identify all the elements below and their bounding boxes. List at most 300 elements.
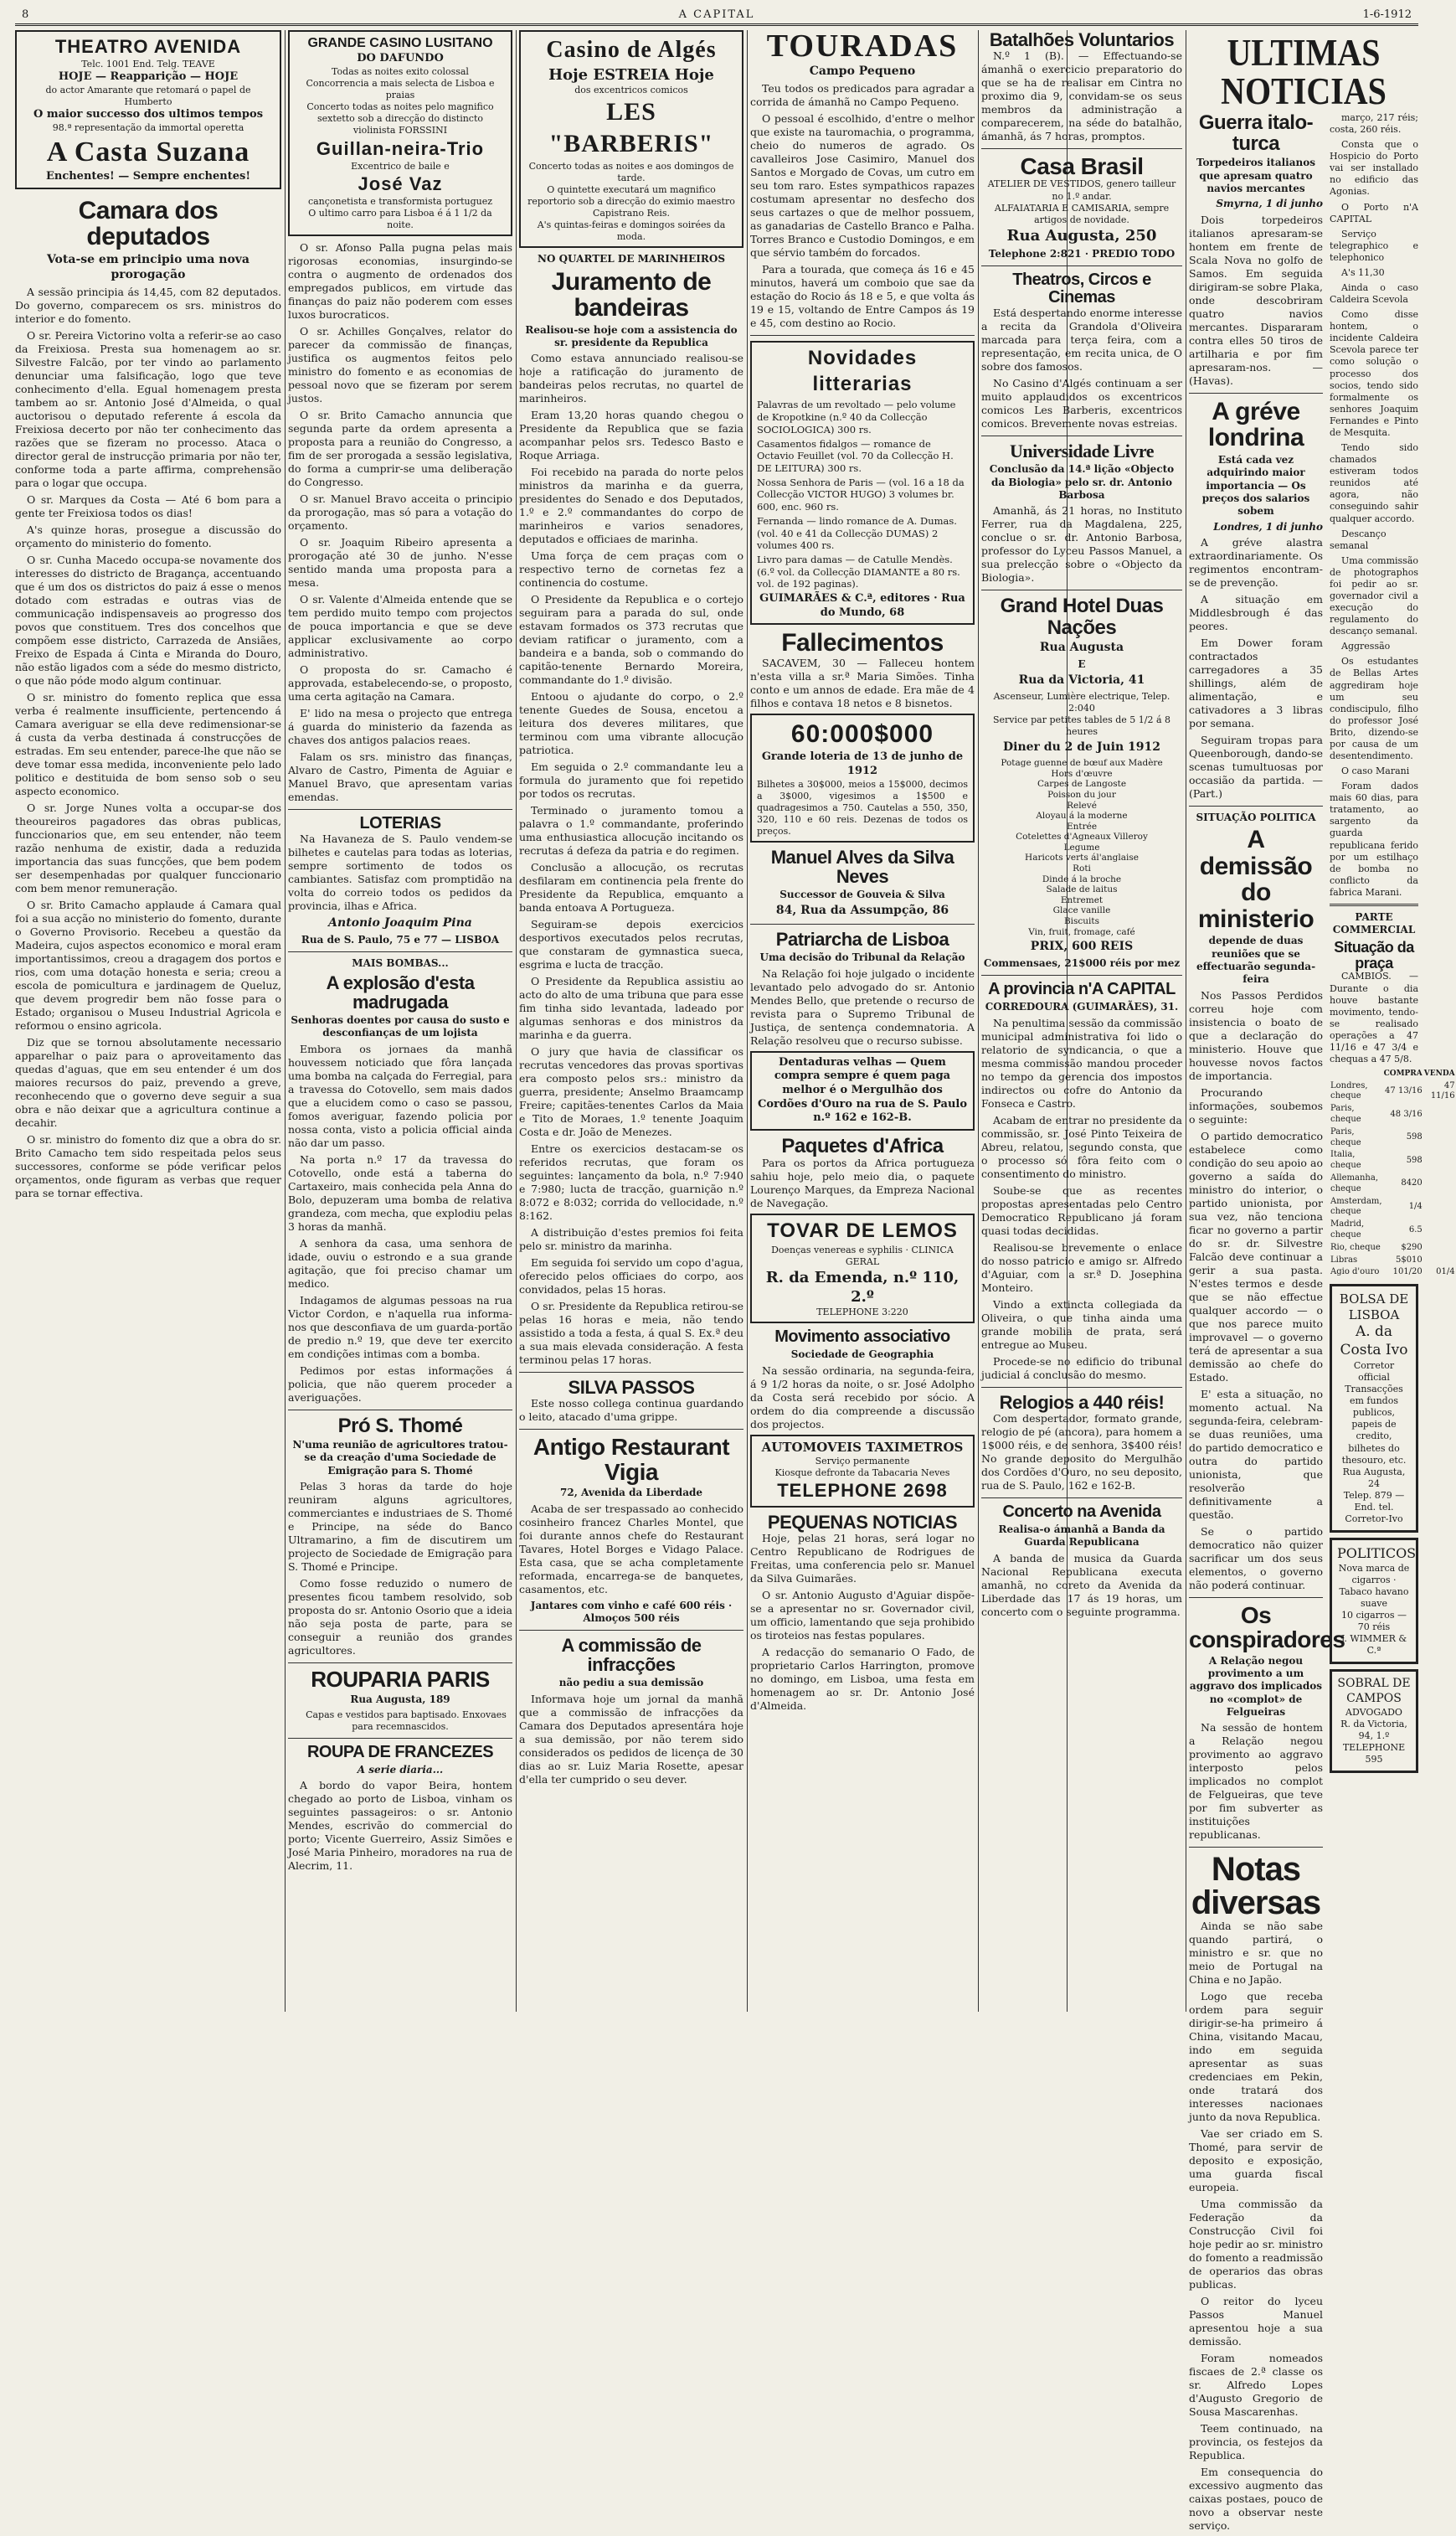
menu-item: Aloyau á la moderne: [1036, 811, 1128, 822]
demissao-paragraph: Procurando informações, soubemos o seguinte:: [1189, 1085, 1323, 1126]
table-cell: 48 3/16: [1390, 1109, 1423, 1119]
table-row: [1330, 1196, 1456, 1219]
table-cell: 1/4: [1408, 1201, 1423, 1211]
sidecol-paragraph: Ainda o caso Caldeira Scevola: [1330, 282, 1418, 306]
touradas-paragraph: O pessoal é escolhido, d'entre o melhor que existe na tauromachia, o programma, cheio do numeros de agrado. Os cavalleiros Jose Casimiro, Manuel dos Santos e Morgado de Covas, um cutro em seu tom raro. Estes sympathicos rapazes costumam apresentar no desfecho dos seus cartazes o que de melhor possuem, as ganadarias de Castello Branco e Palha. Torres Branco e Custodio Domingos, e em que sérvio também do forcados.: [750, 111, 975, 259]
juramento-paragraph: Entoou o ajudante do corpo, o 2.º tenente Guedes de Sousa, encetou a leitura dos deveres militares, que terminou com uma vibrante allocução patriotica.: [519, 690, 743, 757]
neves-address: 84, Rua da Assumpção, 86: [775, 904, 949, 918]
column-6: [1189, 30, 1455, 2533]
touradas-subtitle: Campo Pequeno: [809, 64, 916, 78]
premios-paragraph: A distribuição d'estes premios foi feita pelo sr. ministro da marinha.: [519, 1226, 743, 1253]
ad-line: A's quintas-feiras e domingos soirées da moda.: [537, 219, 726, 243]
vigia-text: Acaba de ser trespassado ao conhecido cosinheiro francez Charles Montel, que foi durante annos chefe do Restaurant Tavares, Hotel Borges e Vidago Palace. Esta casa, que se acha completamente reformada, encarrega-se de banquetes, casamentos, etc.: [519, 1502, 743, 1595]
praca-title: Situação da praça: [1334, 938, 1414, 972]
demissao-text: [1189, 989, 1323, 1592]
francezes-subtitle: A serie diaria...: [357, 1763, 444, 1776]
sidecol-text: [1330, 112, 1418, 899]
livro-item: Livro para damas — de Catulle Mendès. (6.º vol. da Collecção DIAMANTE a 80 rs. vol. de 192 paginas).: [757, 553, 960, 590]
camara-paragraph: O sr. Achilles Gonçalves, relator do parecer da commissão de finanças, justifica os augmentos feitos pelo ministro do fomento e as economias de pessoal novo que se fizeram por serem justos.: [288, 325, 512, 405]
ad-line: do actor Amarante que retomará o papel de Humberto: [45, 84, 251, 107]
premios-paragraph: O sr. Presidente da Republica retirou-se pelas 16 horas e meia, não tendo assistido a toda a festa, á qual S. Ex.ª deu a sua mais elevada consideração. A festa terminou pelas 17 horas.: [519, 1300, 743, 1367]
menu-item: Entrée: [1066, 821, 1098, 832]
praca-label: PARTE COMMERCIAL: [1332, 910, 1416, 936]
cambios-table: [1330, 1069, 1456, 1279]
lemos-title: TOVAR DE LEMOS: [767, 1219, 958, 1243]
ad-tel: Telc. 1001 End. Telg. TEAVE: [81, 59, 215, 70]
sidecol-paragraph: Uma commissão de photographos foi pedir ao sr. governador civil a execução do regulamento do descanço semanal.: [1330, 554, 1418, 637]
column-4: [750, 30, 975, 2012]
falecimentos-title: Fallecimentos: [781, 629, 944, 657]
concerto-subtitle: Realisa-o ámanhã a Banda da Guarda Republicana: [998, 1523, 1165, 1549]
table-cell: Agio d'ouro: [1330, 1267, 1380, 1277]
livros-box: [750, 341, 975, 625]
ad-line: Concerto todas as noites e aos domingos de tarde.: [528, 160, 734, 183]
sidecol-paragraph: Os estudantes de Bellas Artes aggrediram hoje um seu condiscipulo, filho do professor José Brito, dizendo-se por causa de um desentendimento.: [1330, 656, 1418, 761]
provincia-paragraph: Vindo a extincta collegiada da Oliveira, o que tinha ainda uma grande mobilia de prata, será entregue ao Museu.: [981, 1297, 1182, 1351]
ad-line: cançonetista e transformista portuguez: [307, 195, 493, 207]
touradas-text: [750, 82, 975, 330]
touradas-paragraph: Para a tourada, que começa ás 16 e 45 minutos, haverá um comboio que sae da estação do Rocio ás 18 e 5, e que volta ás 19 e 15, voltando de Entre Campos ás 19 e 45, com destino ao Rocio.: [750, 262, 975, 329]
hotel-line: Ascenseur, Lumière electrique, Telep. 2:040: [993, 690, 1170, 714]
livros-title: Novidades litterarias: [807, 346, 918, 395]
camara-paragraph: A's quinze horas, prosegue a discussão do orçamento do ministerio do fomento.: [15, 523, 281, 549]
notas-paragraph: Foram nomeados fiscaes de 2.ª classe os sr. Alfredo Lopes d'Augusto Gregorio de Sousa Mascarenhas.: [1189, 2352, 1323, 2419]
greve-text: [1189, 536, 1323, 801]
table-cell: Allemanha, cheque: [1330, 1173, 1379, 1193]
newspaper-name: A CAPITAL: [678, 8, 755, 21]
notas-paragraph: Teem continuado, na provincia, os festejos da Republica.: [1189, 2422, 1323, 2462]
table-cell: 598: [1406, 1132, 1423, 1142]
brasil-line: ALFAIATARIA E CAMISARIA, sempre artigos de novidade.: [994, 202, 1170, 225]
table-cell: Paris, cheque: [1330, 1126, 1361, 1147]
loterias-title: LOTERIAS: [359, 814, 441, 833]
ad-line: Concorrencia a mais selecta de Lisboa e praias: [306, 78, 495, 101]
juramento-paragraph: Foi recebido na parada do norte pelos ministros da marinha e da guerra, presidentes do Senado e dos Deputados, 1.º e 2.º commandantes do corpo de marinheiros e varios senadores, deputados e officiaes de marinha.: [519, 466, 743, 546]
conspiradores-subtitle: A Relação negou provimento a um aggravo dos implicados no «complot» de Felgueiras: [1189, 1654, 1323, 1718]
livros-editor: GUIMARÃES & C.ª, editores · Rua do Mundo, 68: [759, 592, 965, 619]
ad-star: José Vaz: [358, 173, 443, 194]
hotel-street: Rua Augusta: [1039, 640, 1124, 654]
camara-paragraph: O sr. Marques da Costa — Até 6 bom para a gente ter Freixiosa todos os dias!: [15, 492, 281, 519]
livro-item: Casamentos fidalgos — romance de Octavio Feuillet (vol. 70 da Collecção H. DE LEITURA) 300 rs.: [757, 437, 954, 474]
table-cell: [1423, 1255, 1456, 1267]
table-cell: Londres, cheque: [1330, 1080, 1368, 1101]
quartel-label: NO QUARTEL DE MARINHEIROS: [538, 253, 725, 265]
menu-item: Relevé: [1067, 800, 1097, 811]
ad-title: Casino de Algés: [546, 37, 717, 63]
table-row: [1330, 1126, 1456, 1150]
diner-title: Diner du 2 de Juin 1912: [1003, 740, 1160, 755]
politicos-price: 10 cigarros — 70 réis: [1340, 1609, 1407, 1632]
table-row: [1330, 1080, 1456, 1104]
guerra-text: Dois torpedeiros italianos apresaram-se hontem em frente de Scala Nova no golfo de Samos. Em seguida dirigiram-se sobre Plaka, onde descobriram quatro navios mercantes. Dispararam contra elles 50 tiros de artilharia e por fim apresaram-nos. — (Havas).: [1189, 213, 1323, 387]
page-number: 8: [22, 8, 29, 21]
table-row: [1330, 1255, 1456, 1267]
livro-item: Nossa Senhora de Paris — (vol. 16 a 18 da Collecção VICTOR HUGO) 3 volumes br. 600, enc. 960 rs.: [757, 476, 965, 513]
greve-subtitle: Está cada vez adquirindo maior importancia — Os preços dos salarios sobem: [1201, 453, 1310, 518]
table-cell: [1423, 1196, 1456, 1219]
camara-subtitle: Vota-se em principio uma nova prorogação: [46, 252, 250, 281]
table-cell: Italia, cheque: [1330, 1150, 1361, 1171]
commissao-title: A commissão de infracções: [561, 1635, 702, 1676]
masthead: [15, 7, 1418, 25]
menu-item: Glace vanille: [1052, 905, 1111, 916]
provincia-title: A provincia n'A CAPITAL: [988, 980, 1176, 999]
camara-paragraph: O sr. Joaquim Ribeiro apresenta a prorogação até 30 de junho. N'esse sentido manda uma proposta para a mesa.: [288, 536, 512, 590]
pequenas-paragraph: Hoje, pelas 21 horas, será logar no Centro Republicano de Rodrigues de Freitas, uma conferencia pelo sr. Manuel da Silva Guimarães.: [750, 1532, 975, 1585]
explosao-paragraph: A senhora da casa, uma senhora de idade, ouviu o estrondo e a sua grande agitação, que foi preciso chamar um medico.: [288, 1236, 512, 1290]
greve-paragraph: A gréve alastra extraordinariamente. Os regimentos encontram-se de prevenção.: [1189, 535, 1323, 589]
juramento-text: [519, 352, 743, 1042]
brasil-tel: Telephone 2:821 · PREDIO TODO: [988, 247, 1176, 260]
ad-line: O ultimo carro para Lisboa é á 1 1/2 da noite.: [308, 208, 492, 231]
taxi-text: Kiosque defronte da Tabacaria Neves: [774, 1466, 950, 1478]
rouparia-title: ROUPARIA PARIS: [311, 1666, 490, 1692]
camara-paragraph: O sr. Afonso Palla pugna pelas mais rigorosas economias, insurgindo-se contra o augmento de ordenados dos empregados publicos, em virtude das finanças do paiz não poderem com esses luxos burocraticos.: [288, 241, 512, 322]
passos-text: Este nosso collega continua guardando o leito, atacado d'uma grippe.: [519, 1397, 743, 1424]
explosao-title: A explosão d'esta madrugada: [326, 972, 475, 1013]
table-cell: $290: [1401, 1242, 1423, 1252]
commissao-subtitle: não pediu a sua demissão: [558, 1677, 704, 1689]
juramento-paragraph: Uma força de cem praças com o respectivo terno de cornetas fez a continencia do costume.: [519, 549, 743, 590]
ad-show-title: A Casta Suzana: [46, 136, 250, 168]
table-cell: [1423, 1219, 1456, 1242]
conspiradores-title: Os conspiradores: [1189, 1601, 1345, 1653]
table-cell: [1423, 1126, 1456, 1150]
menu-item: Vin, fruit, fromage, café: [1028, 926, 1135, 937]
politicos-box: [1330, 1538, 1418, 1664]
pequenas-paragraph: O sr. Antonio Augusto d'Aguiar dispõe-se a apresentar no sr. Governador civil, um officio, lamentando que seja prohibido os tiroteios nas festas populares.: [750, 1589, 975, 1642]
provincia-subtitle: CORREDOURA (GUIMARÃES), 31.: [985, 1001, 1179, 1013]
camara-paragraph: O sr. Manuel Bravo acceita o principio da prorogação, mas só para a votação do orçamento.: [288, 492, 512, 533]
demissao-subtitle: depende de duas reuniões que se effectuarão segunda-feira: [1196, 935, 1316, 986]
explosao-paragraph: Na porta n.º 17 da travessa do Cotovello, onde está a taberna do Cartaxeiro, mais conhecida pela Anna do Bolo, depuzeram uma bomba de relativa grandeza, com mecha, que explodiu pelas 3 horas da manhã.: [288, 1152, 512, 1233]
menu-item: Potage guenne de bœuf aux Madère: [1001, 758, 1163, 769]
loteria-text: Bilhetes a 30$000, meios a 15$000, decimos a 3$000, vigesimos a 1$500 e quadragesimos a 750. Cautelas a 550, 350, 320, 110 e 60 reis. Dezenas de todos os preços.: [757, 778, 968, 837]
provincia-paragraph: Acabam de entrar no presidente da commissão, sr. José Pinto Teixeira de Abreu, relatou, segundo consta, que o processo só fôra feito com o consentimento do ministro.: [981, 1113, 1182, 1180]
concerto-title: Concerto na Avenida: [1002, 1502, 1161, 1521]
bolsa-title: BOLSA DE LISBOA: [1339, 1291, 1409, 1323]
ultimas-left: [1189, 111, 1345, 2536]
provincia-paragraph: Soube-se que as recentes propostas apresentadas pelo Centro Democratico Republicano já foram quasi todas decididas.: [981, 1183, 1182, 1237]
thome-paragraph: Como fosse reduzido o numero de presentes ficou tambem resolvido, sob proposta do sr. Antonio Osorio que a ideia não seja posta de parte, para se conseguir a reunião dos grandes agricultores.: [288, 1576, 512, 1657]
camara-continued: [288, 241, 512, 804]
bolsa-line: Transacções em fundos publicos, papeis de credito, bilhetes do thesouro, etc.: [1341, 1384, 1407, 1466]
notas-text: [1189, 1920, 1323, 2533]
patriarcha-text: Na Relação foi hoje julgado o incidente levantado pelo advogado do sr. Antonio Mendes Bello, que pretende o recurso de revista para o Supremo Tribunal de Justiça, de sentença condemnatoria. A Relação resolveu que o recurso subisse.: [750, 966, 975, 1047]
livros-list: [757, 399, 968, 590]
menu-item: Legume: [1063, 842, 1100, 853]
ad-act: Guillan-neira-Trio: [316, 137, 485, 159]
bolsa-subtitle: Corretor official: [1353, 1359, 1395, 1384]
table-row: [1330, 1242, 1456, 1255]
theatros-paragraph: No Casino d'Algés continuam a ser muito applaudidos os excentricos comicos Les Barberis, excentricos comicos. Brevemente novas estreias.: [981, 377, 1182, 430]
loterias-address: Rua de S. Paulo, 75 e 77 — LISBOA: [301, 934, 500, 946]
politica-label: SITUAÇÃO POLITICA: [1196, 811, 1316, 823]
table-cell: Amsterdam, cheque: [1330, 1196, 1382, 1217]
ad-casino-lusitano: [288, 30, 512, 236]
ad-line: Todas as noites exito colossal: [332, 66, 469, 78]
demissao-title: A demissão do ministerio: [1197, 826, 1315, 933]
menu-item: Entremet: [1060, 894, 1104, 905]
livro-item: Fernanda — lindo romance de A. Dumas. (vol. 40 e 41 da Collecção DUMAS) 2 volumes 400 rs.: [757, 514, 957, 552]
sidecol-paragraph: O caso Marani: [1341, 765, 1410, 777]
brasil-subtitle: ATELIER DE VESTIDOS, genero tailleur no 1.º andar.: [987, 178, 1176, 202]
loteria-title: 60:000$000: [790, 719, 934, 748]
vigia-title: Antigo Restaurant Vigia: [532, 1434, 730, 1485]
table-cell: 47 13/16: [1385, 1085, 1423, 1095]
demissao-paragraph: Se o partido democratico não quizer sacrificar um dos seus elementos, o governo não poderá continuar.: [1189, 1524, 1323, 1591]
premios-paragraph: Em seguida foi servido um copo d'agua, oferecido pelos officiaes do corpo, aos convidados, pelas 15 horas.: [519, 1256, 743, 1296]
hotel-title: Grand Hotel Duas Nações: [1000, 595, 1164, 639]
guerra-subtitle: Torpedeiros italianos que apresam quatro navios mercantes: [1196, 157, 1315, 195]
ad-line: 98.ª representação da immortal operetta: [52, 121, 244, 133]
commissao-text: Informava hoje um jornal da manhã que a commissão de infracções da Camara dos Deputados apresentára hoje a sua demissão, por não terem sido considerados os pedidos de licença de 30 dias ao sr. Luiz Maria Rosette, apesar d'ella ter cumprido o seu dever.: [519, 1692, 743, 1786]
taxi-title: AUTOMOVEIS TAXIMETROS: [761, 1439, 964, 1455]
table-cell: [1423, 1103, 1456, 1126]
table-row: [1330, 1103, 1456, 1126]
juramento-paragraph: O Presidente da Republica e o cortejo seguiram para a parada do sul, onde estavam formados os 373 recrutas que deviam ratificar o juramento, com a bandeira e a banda, sob o commando do capitão-tenente Bernardo Moreira, commandante do 1.º divisão.: [519, 593, 743, 687]
menu-item: Dinde á la broche: [1042, 874, 1122, 884]
table-cell: Paris, cheque: [1330, 1104, 1361, 1124]
pequenas-paragraph: A redacção do semanario O Fado, de proprietario Carlos Harrington, promove no domingo, em Lisboa, uma festa em homenagem ao sr. Dr. Antonio José d'Almeida.: [750, 1646, 975, 1713]
table-cell: Rio, cheque: [1330, 1242, 1381, 1252]
table-row: [1330, 1173, 1456, 1196]
provincia-paragraph: Realisou-se brevemente o enlace do nosso patricio e amigo sr. Alfredo d'Aguiar, com a sr.ª D. Josephina Monteiro.: [981, 1240, 1182, 1294]
menu-item: Salade de laitus: [1046, 884, 1118, 895]
sidecol-paragraph: março, 217 réis; costa, 260 réis.: [1330, 112, 1418, 136]
notas-paragraph: Logo que receba ordem para seguir dirigir-se-ha primeiro á China, visitando Macau, indo em seguida apresentar as suas credenciaes em Pekin, onde tratará dos interesses nacionaes junto da nova Republica.: [1189, 1990, 1323, 2124]
assoc-text: Na sessão ordinaria, na segunda-feira, á 9 1/2 horas da noite, o sr. José Adolpho da Costa será recebido por sócio. A ordem do dia compreende a discussão dos projectos.: [750, 1363, 975, 1430]
juramento-title: Juramento de bandeiras: [551, 267, 712, 322]
batalhoes-text: N.º 1 (B). — Effectuando-se ámanhã o exercicio preparatorio do que se ha de realisar em Cintra no proximo dia 9, convidam-se os seus membros da administração a comparecerem, na séde do batalhão, ámanhã, ás 7 horas, promptos.: [981, 49, 1182, 143]
ad-theatro-avenida: [15, 30, 281, 189]
menu-item: Biscuits: [1063, 916, 1100, 927]
camara-text: [15, 286, 281, 1200]
loterias-text: Na Havaneza de S. Paulo vendem-se bilhetes e cautelas para todas as loterias, sempre sortimento de todos os cambiantes. Satisfaz com promptidão na volta do correio todos os pedidos da provincia, ilhas e Africa.: [288, 832, 512, 913]
ad-line: Concerto todas as noites pelo magnifico sextetto sob a direcção do distincto violinista FORSSINI: [306, 101, 494, 137]
provincia-paragraph: Na penultima sessão da commissão municipal administrativa foi lido o relatorio de syndicancia, o que a mesma commissão mandou proceder no tempo da gerencia dos impostos indirectos ou cofre do Antonio da Fonseca e Castro.: [981, 1016, 1182, 1110]
patriarcha-title: Patriarcha de Lisboa: [775, 929, 949, 951]
taxi-box: [750, 1435, 975, 1508]
thome-title: Pró S. Thomé: [337, 1414, 463, 1437]
camara-paragraph: Diz que se tornou absolutamente necessario apparelhar o paiz para o aproveitamento das quedas d'aguas, que em seu entender é um dos maiores recursos do paiz, prevendo a greve, reconhecendo que o governo deve seguir a sua obra e não deixar que a agricultura continue a decahir.: [15, 1035, 281, 1129]
table-cell: 5$010: [1395, 1255, 1423, 1265]
ad-line: O maior successo dos ultimos tempos: [33, 108, 264, 121]
table-cell: 01/4: [1436, 1267, 1455, 1277]
ad-casino-alges: [519, 30, 743, 248]
ultimas-title: ULTIMAS NOTICIAS: [1221, 30, 1387, 113]
praca-text: CAMBIOS. — Durante o dia houve bastante movimento, tendo-se realisado operações a 47 11/16 e 47 3/4 e chequas a 47 5/8.: [1330, 971, 1418, 1064]
hotel-and: E: [1078, 657, 1086, 670]
sidecol-paragraph: Aggressão: [1341, 641, 1391, 652]
greve-paragraph: Em Dower foram contractados carregadores a 35 shillings, além de alimentação, e cativadores a 3 libras por semana.: [1189, 636, 1323, 729]
demissao-paragraph: Nos Passos Perdidos correu hoje com insistencia o boato de que a declaração do ministerio. Houve que houvesse novos factos de importancia.: [1189, 988, 1323, 1082]
bolsa-address: Rua Augusta, 24: [1342, 1466, 1406, 1489]
bolsa-tel: Telep. 879 — End. tel. Corretor-Ivo: [1343, 1489, 1405, 1524]
table-row: [1330, 1266, 1456, 1279]
relogios-text: Com despertador, formato grande, relogio de pé (ancora), para homem a 1$000 réis, e de senhora, 3$400 réis! No grande deposito do Mergulhão dos Cordões d'Ouro, no seu deposito, rua de S. Paulo, 162 e 162-B.: [981, 1411, 1182, 1492]
ad-line: HOJE — Reapparição — HOJE: [58, 70, 239, 84]
explosao-paragraph: Indagamos de algumas pessoas na rua Victor Cordon, e n'aquella rua informa-nos que desconfiava de um guarda-portão de predio n.º 19, que deve ter exercito em condições intimas com a bomba.: [288, 1293, 512, 1360]
taxi-subtitle: Serviço permanente: [815, 1455, 910, 1466]
sobral-title: SOBRAL DE CAMPOS: [1337, 1677, 1411, 1706]
sidecol-paragraph: A's 11,30: [1341, 266, 1385, 278]
ad-line: O quintette executará um magnifico reportorio sob a direcção do eximio maestro Capistrano Reis.: [527, 183, 735, 219]
francezes-title: ROUPA DE FRANCEZES: [306, 1742, 494, 1761]
menu-item: Hors d'œuvre: [1051, 768, 1113, 779]
passos-title: SILVA PASSOS: [568, 1377, 695, 1399]
bolsa-name: A. da Costa Ivo: [1340, 1323, 1408, 1359]
column-3: [519, 30, 743, 2012]
camara-paragraph: O sr. Jorge Nunes volta a occupar-se dos theoureiros pagadores das obras publicas, funccionarios que, em seu entender, não teem razão nenhuma de existir, dada a reduzida importancia das suas funcções, que bem podem ser desempenhadas por qualquer funccionario com bem menor remuneração.: [15, 801, 281, 894]
ad-title: GRANDE CASINO LUSITANO: [307, 36, 493, 50]
lemos-address: R. da Emenda, n.º 110, 2.º: [765, 1269, 960, 1307]
paquetes-title: Paquetes d'Africa: [781, 1134, 944, 1157]
table-cell: [1423, 1242, 1456, 1255]
univ-text: Amanhã, ás 21 horas, no Instituto Ferrer, rua da Magdalena, 225, conclue o sr. dr. Antonio Barbosa, professor do Lyceu Passos Manuel, a sua prelecção sobre o «Objecto da Biologia».: [981, 504, 1182, 585]
brasil-title: Casa Brasil: [1020, 153, 1144, 180]
juramento-paragraph: O Presidente da Republica assistiu ao acto do alto de uma tribuna que para esse fim tinha sido levantada, ladeado por algumas senhoras e dos ministros da marinha e da guerra.: [519, 975, 743, 1042]
dentaduras-box: [750, 1051, 975, 1131]
table-cell: 47 11/16: [1430, 1080, 1455, 1101]
touradas-title: TOURADAS: [766, 28, 959, 64]
sobral-box: [1330, 1669, 1418, 1773]
patriarcha-subtitle: Uma decisão do Tribunal da Relação: [759, 951, 965, 964]
camara-paragraph: O sr. Valente d'Almeida entende que se tem perdido muito tempo com projectos de pouca importancia e que se deve applicar exclusivamente ao corpo administrativo.: [288, 593, 512, 660]
camara-title: Camara dos deputados: [78, 196, 219, 251]
guerra-place: Smyrna, 1 di junho: [1216, 198, 1323, 210]
sobral-tel: TELEPHONE 595: [1342, 1742, 1406, 1765]
greve-place: Londres, 1 di junho: [1213, 520, 1323, 533]
notas-title: Notas diversas: [1191, 1851, 1321, 1922]
sidecol-paragraph: Foram dados mais 60 dias, para tratamento, ao sargento da guarda republicana ferido por um estilhaço de bomba no conflicto da fabrica Marani.: [1330, 781, 1418, 898]
menu-item: Poisson du jour: [1047, 789, 1116, 800]
ad-line: dos excentricos comicos: [574, 84, 688, 95]
premios-text: [519, 1045, 743, 1367]
column-2: [288, 30, 512, 2012]
table-cell: Madrid, cheque: [1330, 1219, 1365, 1240]
sobral-subtitle: ADVOGADO: [1345, 1706, 1402, 1718]
diner-note: Commensaes, 21$000 réis por mez: [983, 957, 1181, 970]
diner-price: PRIX, 600 REIS: [1030, 940, 1134, 954]
paquetes-text: Para os portos da Africa portugueza sahiu hoje, pelo meio dia, o paquete Lourenço Marques, da Empreza Nacional de Navegação.: [750, 1157, 975, 1210]
taxi-tel: TELEPHONE 2698: [777, 1479, 948, 1501]
thome-subtitle: N'uma reunião de agricultores tratou-se da creação d'uma Sociedade de Emigração para S. Thomé: [292, 1438, 508, 1477]
loterias-name: Antonio Joaquim Pina: [328, 916, 472, 930]
table-header: COMPRA: [1383, 1070, 1423, 1079]
thome-paragraph: Pelas 3 horas da tarde do hoje reuniram alguns agricultores, commerciantes e industriaes de S. Thomé e Principe, na séde do Banco Ultramarino, a fim de discutirem um projecto de Sociedade de Emigração para S. Thomé e Principe.: [288, 1479, 512, 1573]
camara-paragraph: O sr. Brito Camacho annuncia que segunda parte da ordem apresenta a proposta para a reunião do Congresso, a fim de ser prorogada a sessão legislativa, do forma a cumprir-se uma deliberação do Congresso.: [288, 409, 512, 489]
bolsa-box: [1330, 1284, 1418, 1533]
sidecol-paragraph: Consta que o Hospicio do Porto vai ser installado no edificio das Agonias.: [1330, 139, 1418, 198]
greve-title: A gréve londrina: [1207, 397, 1304, 452]
politicos-seller: J. WIMMER & C.ª: [1340, 1633, 1407, 1657]
ultimas-right: [1330, 112, 1455, 2536]
pequenas-text: [750, 1532, 975, 1713]
camara-paragraph: O proposta do sr. Camacho é approvada, estabelecendo-se, o proposto, uma certa agitação na Camara.: [288, 663, 512, 704]
assoc-subtitle: Sociedade de Geographia: [790, 1348, 934, 1361]
notas-paragraph: Ainda se não sabe quando partirá, o ministro e sr. que no meio de Portugal na China e no Japão.: [1189, 1920, 1323, 1987]
ad-line: Hoje ESTREIA Hoje: [548, 65, 714, 84]
demissao-paragraph: E' esta a situação, no momento actual. Na segunda-feira, celebram-se duas reuniões, uma do partido democratico e outra do partido unionista, que resolverão definitivamente a questão.: [1189, 1387, 1323, 1521]
bombas-label: MAIS BOMBAS...: [352, 957, 449, 970]
camara-paragraph: A sessão principia ás 14,45, com 82 deputados. Do governo, comparecem os srs. ministros do interior e do fomento.: [15, 285, 281, 325]
greve-paragraph: A situação em Middlesbrough é das peores.: [1189, 592, 1323, 632]
explosao-paragraph: Embora os jornaes da manhã houvessem noticiado que fôra lançada uma bomba na calçada do Ferregial, para a travessa do Cotovello, sem mais dados que a elucidem como o caso se passou, fomos averiguar, fazendo policia por nossa conta, visto a policia official ainda não dar um passo.: [288, 1042, 512, 1149]
juramento-paragraph: Em seguida o 2.º commandante leu a formula do juramento que foi repetido por todos os recrutas.: [519, 760, 743, 801]
table-cell: 101/20: [1392, 1267, 1423, 1277]
dentaduras-text: Dentaduras velhas — Quem compra sempre é quem paga melhor é o Mergulhão dos Cordões d'Ouro na rua de S. Paulo n.º 162 e 162-B.: [757, 1055, 968, 1125]
table-header: [1330, 1069, 1383, 1080]
demissao-paragraph: O partido democratico estabelece como condição do seu apoio ao governo a saída do ministro do interior, o partido unionista, por sua vez, não tenciona ficar no governo a partir do sr. dr. Silvestre Falcão deve continuar a gerir a sua pasta. N'estes termos e desde que se não effectue qualquer accordo — o que nos parece muito improvavel — o governo terá de apresentar a sua demissão ao chefe do Estado.: [1189, 1129, 1323, 1384]
premios-paragraph: Entre os exercicios destacam-se os referidos recrutas, que foram os seguintes: lançamento da bola, n.º 7:940 e 7:980; lucta de tracção, guarnição n.º 8:072 e 8:032; corrida do vellocidade, n.º 8:162.: [519, 1142, 743, 1223]
thome-text: [288, 1480, 512, 1657]
juramento-paragraph: Terminado o juramento tomou a palavra o 1.º commandante, proferindo uma enthusiastica allocução incitando os recrutas á defeza da patria e do regimen.: [519, 804, 743, 858]
juramento-subtitle: Realisou-se hoje com a assistencia do sr. presidente da Republica: [525, 323, 738, 348]
relogios-title: Relogios a 440 réis!: [999, 1391, 1165, 1413]
camara-paragraph: O sr. Pereira Victorino volta a referir-se ao caso da Freixiosa. Presta sua homenagem ao sr. Silvestre Falcão, por ter vindo ao parlamento denunciar uma falsificação, logo que teve conhecimento d'ella. Egual homenagem presta tambem ao sr. Antonio José d'Almeida, o qual auctorisou o deputado referente á escola da Freixiosa decerto por não ter conhecimento das razões que se fizeram no processo. Ataca o director geral de instrucção primaria por não ter, conforme toda a parte affirma, comprehensão para o logar que occupa.: [15, 328, 281, 489]
vigia-address: 72, Avenida da Liberdade: [560, 1487, 702, 1499]
notas-paragraph: Em consequencia do excessivo augmento das caixas postaes, pouco de novo a observar neste serviço.: [1189, 2466, 1323, 2533]
explosao-paragraph: Pedimos por estas informações á policia, que não querem proceder a averiguações.: [288, 1363, 512, 1404]
sidecol-paragraph: Como disse hontem, o incidente Caldeira Scevola parece ter como solução o processo dos socios, tendo sido formalmente os senhores Joaquim Fernandes e Pinto de Mesquita.: [1330, 309, 1418, 438]
camara-paragraph: E' lido na mesa o projecto que entrega á guarda do ministerio da fazenda as chaves dos antigos palacios reaes.: [288, 707, 512, 747]
table-cell: [1423, 1149, 1456, 1173]
table-cell: 8420: [1401, 1178, 1423, 1188]
falecimentos-text: SACAVEM, 30 — Falleceu hontem n'esta villa a sr.ª Maria Simões. Tinha conto e um annos de edade. Era mãe de 4 filhos e contava 18 netos e 8 bisnetos.: [750, 656, 975, 709]
conspiradores-text: Na sessão de hontem a Relação negou provimento ao aggravo interposto pelos implicados no complot de Felgueiras, que teve por fim subverter as instituições republicanas.: [1189, 1721, 1323, 1842]
juramento-paragraph: Conclusão a allocução, os recrutas desfilaram em continencia pela frente do Presidente da Republica, emquanto a banda entoava A Portugueza.: [519, 861, 743, 915]
assoc-title: Movimento associativo: [774, 1327, 950, 1347]
table-cell: 6.5: [1408, 1224, 1423, 1234]
table-row: [1330, 1219, 1456, 1242]
rouparia-text: Capas e vestidos para baptisado. Enxovaes para recemnascidos.: [306, 1709, 507, 1732]
loteria-box: [750, 714, 975, 843]
table-row: [1330, 1149, 1456, 1173]
ad-footer: Enchentes! — Sempre enchentes!: [45, 170, 251, 183]
lemos-subtitle: Doenças venereas e syphilis · CLINICA GERAL: [771, 1244, 954, 1267]
brasil-address: Rua Augusta, 250: [1006, 226, 1157, 245]
camara-paragraph: O sr. Cunha Macedo occupa-se novamente dos interesses do districto de Bragança, accentuando que é um dos os districtos do paiz á esse o menos dotado com estradas e outras vias de communicação indispensaveis ao progresso dos povos que constituem. Tres dos concelhos que compõem esse districto, Carrazeda de Ansiães, Freixo de Espada á Cinta e Miranda do Douro, não estão ligados com a séde do mesmo districto, o que não póde modo algum continuar.: [15, 553, 281, 687]
camara-paragraph: O sr. Brito Camacho applaude á Camara qual foi a sua acção no ministerio do fomento, durante o Governo Provisorio. Recebeu a questão da Madeira, cujos aspectos economico e moral eram importantissimos, creou a dragagem dos portos e rios, com uma dotação honesta e seria; creou a escola de pomicultura e jardinagem de Queluz, que devem progredir bem não fosse para o Estado; organisou o Museu Industrial Agricola e reformou o ensino agricola.: [15, 898, 281, 1032]
hotel-street-2: Rua da Victoria, 41: [1018, 673, 1145, 687]
vigia-prices: Jantares com vinho e café 600 réis · Almoços 500 réis: [530, 1599, 733, 1624]
touradas-paragraph: Teu todos os predicados para agradar a corrida de ámanhã no Campo Pequeno.: [750, 81, 975, 108]
batalhoes-title: Batalhões Voluntarios: [989, 29, 1175, 50]
table-cell: [1423, 1173, 1456, 1196]
menu-item: Carpes de Langoste: [1037, 779, 1127, 790]
menu-item: Haricots verts ál'anglaise: [1025, 853, 1139, 863]
table-header: VENDA: [1423, 1070, 1455, 1079]
greve-paragraph: Seguiram tropas para Queenborough, dando-se scenas tumultuosas por occasião da partida. — (Part.): [1189, 733, 1323, 800]
notas-paragraph: O reitor do lyceu Passos Manuel apresentou hoje a sua demissão.: [1189, 2295, 1323, 2348]
table-cell: 598: [1406, 1155, 1423, 1165]
theatros-title: Theatros, Circos e Cinemas: [1012, 271, 1151, 307]
francezes-text: A bordo do vapor Beira, hontem chegado ao porto de Lisboa, vinham os seguintes passageiros: o sr. Antonio Mendes, escrivão do commercial do porto; Vicente Guerreiro, Assiz Simões e José Maria Pinheiro, moradores na rua de Alecrim, 11.: [288, 1779, 512, 1873]
hotel-service: Service par petites tables de 5 1/2 á 8 heures: [992, 714, 1171, 738]
newspaper-page: [15, 7, 1455, 2533]
menu-item: Cotelettes d'Agneaux Villeroy: [1016, 832, 1148, 843]
notas-paragraph: Vae ser criado em S. Thomé, para servir de deposito e exposição, uma guarda fiscal europeia.: [1189, 2127, 1323, 2194]
loteria-subtitle: Grande loteria de 13 de junho de 1912: [761, 750, 964, 777]
juramento-paragraph: Seguiram-se depois exercicios desportivos executados pelos recrutas, que constaram de gymnastica sueca, esgrima e lucta de tracção.: [519, 918, 743, 972]
ad-line: Excentrico de baile e: [351, 160, 450, 172]
sobral-address: R. da Victoria, 94, 1.º: [1340, 1719, 1407, 1742]
sidecol-paragraph: O Porto n'A CAPITAL: [1330, 201, 1418, 224]
livro-item: Palavras de um revoltado — pelo volume de Kropotkine (n.º 40 da Collecção SOCIOLOGICA) 300 rs.: [757, 399, 956, 436]
notas-paragraph: Uma commissão da Federação da Construcção Civil foi hoje pedir ao sr. ministro do fomento a readmissão de operarios das obras publicas.: [1189, 2198, 1323, 2291]
